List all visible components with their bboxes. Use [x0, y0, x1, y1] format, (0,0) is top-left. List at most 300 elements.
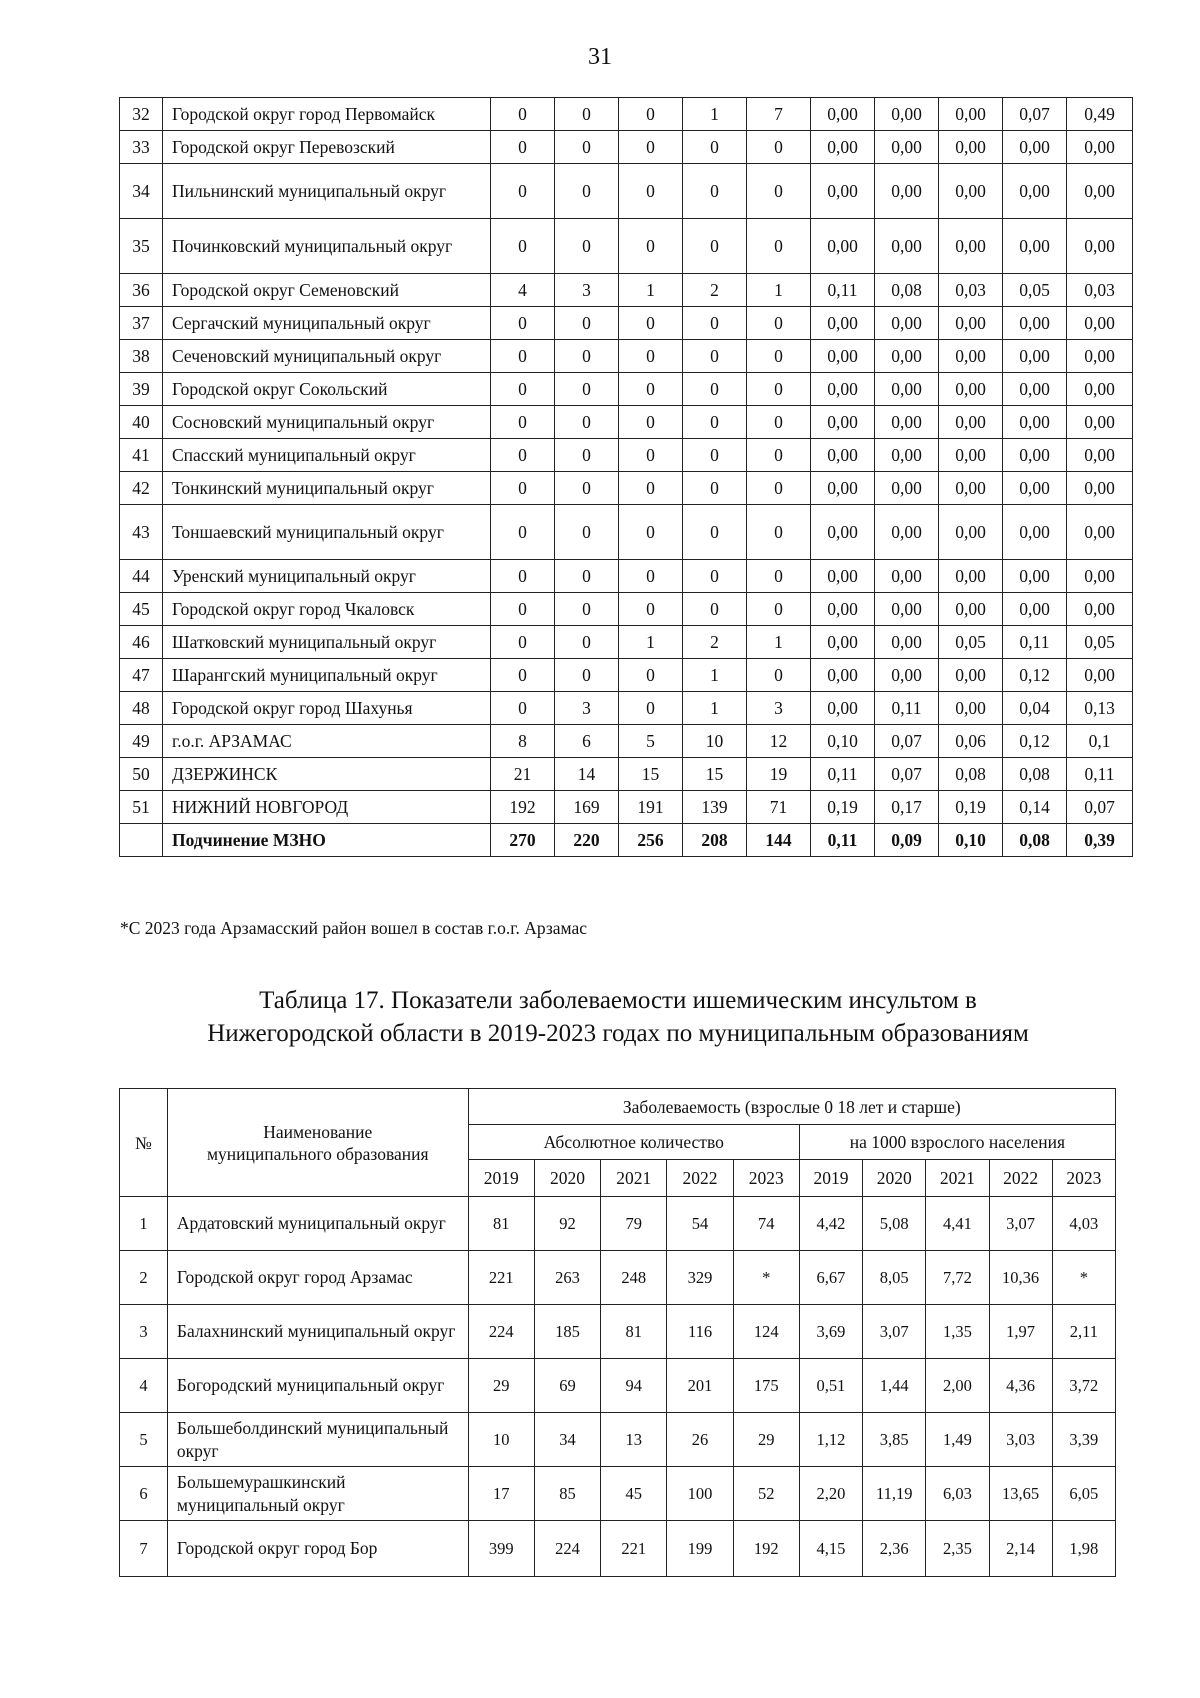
value-cell: 0,11 — [1067, 758, 1133, 791]
value-cell: 0 — [747, 505, 811, 560]
value-cell: 1 — [683, 659, 747, 692]
value-cell: 0,51 — [799, 1359, 862, 1413]
row-number: 43 — [120, 505, 163, 560]
value-cell: 0,05 — [939, 626, 1003, 659]
value-cell: 0,00 — [875, 131, 939, 164]
total-value-cell: 0,11 — [811, 824, 875, 857]
value-cell: 0 — [683, 307, 747, 340]
value-cell: 0,06 — [939, 725, 1003, 758]
value-cell: 34 — [534, 1413, 600, 1467]
value-cell: 10,36 — [989, 1251, 1052, 1305]
value-cell: 1,97 — [989, 1305, 1052, 1359]
value-cell: 81 — [601, 1305, 667, 1359]
value-cell: 116 — [667, 1305, 733, 1359]
value-cell: 0 — [683, 439, 747, 472]
table-row — [120, 1359, 1116, 1413]
value-cell: 224 — [468, 1305, 534, 1359]
value-cell: 0,00 — [811, 307, 875, 340]
value-cell: 29 — [733, 1413, 799, 1467]
value-cell: 0,11 — [875, 692, 939, 725]
value-cell: 4,15 — [799, 1521, 862, 1577]
value-cell: 0 — [619, 593, 683, 626]
value-cell: 0 — [491, 373, 555, 406]
total-value-cell: 0,10 — [939, 824, 1003, 857]
value-cell: 0,00 — [811, 560, 875, 593]
value-cell: 3 — [747, 692, 811, 725]
value-cell: 0,00 — [875, 307, 939, 340]
value-cell: 0 — [747, 406, 811, 439]
municipality-name: Шарангский муниципальный округ — [163, 659, 491, 692]
table-row — [120, 659, 1133, 692]
value-cell: 14 — [555, 758, 619, 791]
value-cell: 2,11 — [1052, 1305, 1115, 1359]
value-cell: 0 — [683, 164, 747, 219]
row-number: 49 — [120, 725, 163, 758]
value-cell: 0,08 — [939, 758, 1003, 791]
value-cell: 3 — [555, 274, 619, 307]
value-cell: 0 — [619, 373, 683, 406]
value-cell: 0,05 — [1003, 274, 1067, 307]
total-value-cell: 144 — [747, 824, 811, 857]
value-cell: 201 — [667, 1359, 733, 1413]
table-row — [120, 307, 1133, 340]
table-row — [120, 1305, 1116, 1359]
value-cell: 2 — [683, 626, 747, 659]
value-cell: 3,85 — [863, 1413, 926, 1467]
value-cell: 2,35 — [926, 1521, 989, 1577]
header-name-line: Наименование — [263, 1121, 373, 1142]
value-cell: 0 — [555, 373, 619, 406]
value-cell: 0,00 — [811, 373, 875, 406]
value-cell: 5,08 — [863, 1197, 926, 1251]
value-cell: 0 — [683, 131, 747, 164]
total-value-cell: 208 — [683, 824, 747, 857]
value-cell: 0,00 — [1067, 593, 1133, 626]
value-cell: 0 — [683, 340, 747, 373]
municipality-name: Городской округ город Арзамас — [167, 1251, 468, 1305]
value-cell: 0,00 — [939, 219, 1003, 274]
footnote: *С 2023 года Арзамасский район вошел в состав г.о.г. Арзамас — [120, 918, 588, 938]
value-cell: 2,20 — [799, 1467, 862, 1521]
value-cell: 1,35 — [926, 1305, 989, 1359]
value-cell: 0,00 — [1003, 593, 1067, 626]
col-header-rate: на 1000 взрослого населения — [799, 1125, 1115, 1160]
value-cell: 0,00 — [1003, 439, 1067, 472]
value-cell: 0,11 — [811, 758, 875, 791]
municipality-name: Городской округ Сокольский — [163, 373, 491, 406]
value-cell: 0,00 — [875, 659, 939, 692]
value-cell: 0,00 — [1067, 373, 1133, 406]
value-cell: 0 — [491, 219, 555, 274]
value-cell: 0,00 — [875, 593, 939, 626]
value-cell: 399 — [468, 1521, 534, 1577]
col-header-name — [167, 1089, 468, 1197]
value-cell: 6,03 — [926, 1467, 989, 1521]
row-number: 5 — [120, 1413, 168, 1467]
municipality-name: г.о.г. АРЗАМАС — [163, 725, 491, 758]
value-cell: 0 — [619, 472, 683, 505]
value-cell: * — [733, 1251, 799, 1305]
row-number: 2 — [120, 1251, 168, 1305]
col-header-group: Заболеваемость (взрослые 0 18 лет и старше) — [468, 1089, 1115, 1125]
value-cell: 0,12 — [1003, 725, 1067, 758]
value-cell: 0,00 — [939, 164, 1003, 219]
value-cell: 0,00 — [1003, 340, 1067, 373]
value-cell: 0 — [619, 560, 683, 593]
municipality-name: Спасский муниципальный округ — [163, 439, 491, 472]
municipality-name: Городской округ город Чкаловск — [163, 593, 491, 626]
total-label: Подчинение МЗНО — [163, 824, 491, 857]
value-cell: 0,07 — [1003, 98, 1067, 131]
table-row — [120, 593, 1133, 626]
value-cell: 0 — [555, 659, 619, 692]
value-cell: 13,65 — [989, 1467, 1052, 1521]
table-row — [120, 505, 1133, 560]
value-cell: 0,08 — [875, 274, 939, 307]
title-line: Нижегородской области в 2019-2023 годах по муниципальным образованиям — [207, 1020, 1029, 1047]
value-cell: 0,00 — [939, 373, 1003, 406]
row-number: 46 — [120, 626, 163, 659]
year-header: 2022 — [989, 1160, 1052, 1197]
value-cell: 0,11 — [811, 274, 875, 307]
table-row — [120, 692, 1133, 725]
value-cell: 0 — [491, 340, 555, 373]
col-header-absolute: Абсолютное количество — [468, 1125, 799, 1160]
value-cell: 5 — [619, 725, 683, 758]
municipality-name: Городской округ Семеновский — [163, 274, 491, 307]
value-cell: 15 — [683, 758, 747, 791]
value-cell: 0,00 — [811, 340, 875, 373]
value-cell: 191 — [619, 791, 683, 824]
value-cell: 0 — [683, 505, 747, 560]
value-cell: 0,00 — [811, 164, 875, 219]
table-row — [120, 373, 1133, 406]
value-cell: 6 — [555, 725, 619, 758]
value-cell: 0,00 — [875, 560, 939, 593]
value-cell: 0,00 — [875, 626, 939, 659]
value-cell: 0,00 — [939, 505, 1003, 560]
value-cell: 0,00 — [811, 505, 875, 560]
municipality-name: Тоншаевский муниципальный округ — [163, 505, 491, 560]
value-cell: 0,00 — [939, 560, 1003, 593]
value-cell: 1 — [683, 692, 747, 725]
value-cell: 3,07 — [989, 1197, 1052, 1251]
value-cell: 0,00 — [875, 219, 939, 274]
municipality-name: Большемурашкинский муниципальный округ — [167, 1467, 468, 1521]
municipality-name: Балахнинский муниципальный округ — [167, 1305, 468, 1359]
value-cell: 0,00 — [939, 340, 1003, 373]
value-cell: 0 — [747, 340, 811, 373]
value-cell: 0,00 — [1067, 131, 1133, 164]
table-row — [120, 1467, 1116, 1521]
value-cell: 0,00 — [1003, 131, 1067, 164]
value-cell: 1 — [747, 274, 811, 307]
value-cell: 1,49 — [926, 1413, 989, 1467]
value-cell: 0 — [747, 307, 811, 340]
value-cell: 0 — [619, 659, 683, 692]
value-cell: 0 — [619, 406, 683, 439]
value-cell: 3,72 — [1052, 1359, 1115, 1413]
municipality-name: Городской округ город Шахунья — [163, 692, 491, 725]
value-cell: 3,39 — [1052, 1413, 1115, 1467]
value-cell: 2,00 — [926, 1359, 989, 1413]
value-cell: 0 — [555, 593, 619, 626]
year-header: 2023 — [1052, 1160, 1115, 1197]
municipality-name: Починковский муниципальный округ — [163, 219, 491, 274]
year-header: 2020 — [534, 1160, 600, 1197]
municipality-name: Городской округ город Первомайск — [163, 98, 491, 131]
value-cell: 0,00 — [875, 505, 939, 560]
value-cell: 0,00 — [811, 692, 875, 725]
value-cell: 1 — [619, 274, 683, 307]
value-cell: 0,00 — [811, 472, 875, 505]
value-cell: 0,03 — [1067, 274, 1133, 307]
value-cell: 0,00 — [1067, 164, 1133, 219]
value-cell: 0,00 — [1003, 164, 1067, 219]
row-number: 47 — [120, 659, 163, 692]
value-cell: 0,19 — [939, 791, 1003, 824]
value-cell: 192 — [491, 791, 555, 824]
year-header: 2019 — [468, 1160, 534, 1197]
year-header: 2019 — [799, 1160, 862, 1197]
value-cell: 21 — [491, 758, 555, 791]
value-cell: 0,00 — [1003, 472, 1067, 505]
value-cell: 0 — [747, 439, 811, 472]
value-cell: 139 — [683, 791, 747, 824]
value-cell: 0 — [491, 593, 555, 626]
year-header: 2021 — [926, 1160, 989, 1197]
value-cell: 2,14 — [989, 1521, 1052, 1577]
value-cell: 1,98 — [1052, 1521, 1115, 1577]
row-number: 40 — [120, 406, 163, 439]
value-cell: 52 — [733, 1467, 799, 1521]
value-cell: 0,1 — [1067, 725, 1133, 758]
value-cell: 0 — [747, 659, 811, 692]
title-line: Таблица 17. Показатели заболеваемости ишемическим инсультом в — [259, 987, 977, 1014]
value-cell: 17 — [468, 1467, 534, 1521]
value-cell: 0,00 — [811, 219, 875, 274]
table-row — [120, 1197, 1116, 1251]
value-cell: 0 — [555, 307, 619, 340]
value-cell: 263 — [534, 1251, 600, 1305]
table-row — [120, 274, 1133, 307]
table-row — [120, 406, 1133, 439]
row-number: 33 — [120, 131, 163, 164]
value-cell: 0 — [747, 164, 811, 219]
municipality-name: Сеченовский муниципальный округ — [163, 340, 491, 373]
value-cell: 0 — [747, 373, 811, 406]
value-cell: 69 — [534, 1359, 600, 1413]
value-cell: 0 — [747, 472, 811, 505]
value-cell: 0,13 — [1067, 692, 1133, 725]
value-cell: 100 — [667, 1467, 733, 1521]
continued-data-table — [119, 97, 1133, 857]
value-cell: 0,14 — [1003, 791, 1067, 824]
value-cell: 0 — [747, 593, 811, 626]
value-cell: 0,00 — [1067, 219, 1133, 274]
value-cell: 0 — [491, 131, 555, 164]
year-header: 2022 — [667, 1160, 733, 1197]
value-cell: 0 — [555, 131, 619, 164]
value-cell: 0,00 — [1067, 472, 1133, 505]
value-cell: 0,00 — [811, 406, 875, 439]
value-cell: 12 — [747, 725, 811, 758]
municipality-name: Городской округ город Бор — [167, 1521, 468, 1577]
table-row — [120, 472, 1133, 505]
value-cell: 0,00 — [1003, 505, 1067, 560]
value-cell: 0,11 — [1003, 626, 1067, 659]
value-cell: 0,00 — [939, 659, 1003, 692]
value-cell: 3 — [555, 692, 619, 725]
value-cell: 94 — [601, 1359, 667, 1413]
value-cell: 0,17 — [875, 791, 939, 824]
value-cell: 11,19 — [863, 1467, 926, 1521]
value-cell: 169 — [555, 791, 619, 824]
value-cell: 0 — [491, 98, 555, 131]
value-cell: 0,00 — [1067, 340, 1133, 373]
value-cell: 0,08 — [1003, 758, 1067, 791]
value-cell: 0 — [555, 472, 619, 505]
municipality-name: Уренский муниципальный округ — [163, 560, 491, 593]
value-cell: 0,00 — [875, 406, 939, 439]
value-cell: 74 — [733, 1197, 799, 1251]
value-cell: 7 — [747, 98, 811, 131]
row-number: 34 — [120, 164, 163, 219]
table-17 — [119, 1088, 1116, 1577]
row-number: 42 — [120, 472, 163, 505]
value-cell: 0 — [683, 406, 747, 439]
value-cell: 0 — [619, 692, 683, 725]
value-cell: 0,07 — [1067, 791, 1133, 824]
value-cell: 0,00 — [875, 164, 939, 219]
value-cell: 0,00 — [811, 593, 875, 626]
row-number: 6 — [120, 1467, 168, 1521]
value-cell: 2 — [683, 274, 747, 307]
value-cell: 7,72 — [926, 1251, 989, 1305]
row-number: 32 — [120, 98, 163, 131]
value-cell: 124 — [733, 1305, 799, 1359]
value-cell: 0,03 — [939, 274, 1003, 307]
value-cell: 0 — [555, 406, 619, 439]
value-cell: 0 — [683, 373, 747, 406]
value-cell: 0,00 — [939, 593, 1003, 626]
value-cell: 175 — [733, 1359, 799, 1413]
year-header: 2023 — [733, 1160, 799, 1197]
value-cell: 8 — [491, 725, 555, 758]
value-cell: 0 — [619, 439, 683, 472]
row-number: 7 — [120, 1521, 168, 1577]
row-number: 51 — [120, 791, 163, 824]
value-cell: 8,05 — [863, 1251, 926, 1305]
row-number: 36 — [120, 274, 163, 307]
value-cell: 10 — [683, 725, 747, 758]
value-cell: 4,36 — [989, 1359, 1052, 1413]
value-cell: 0,10 — [811, 725, 875, 758]
header-name-line: муниципального образования — [206, 1143, 429, 1164]
value-cell: 0,00 — [1067, 659, 1133, 692]
value-cell: 0 — [491, 560, 555, 593]
value-cell: 71 — [747, 791, 811, 824]
value-cell: 0 — [619, 505, 683, 560]
row-number: 48 — [120, 692, 163, 725]
total-value-cell: 256 — [619, 824, 683, 857]
value-cell: 0,00 — [875, 373, 939, 406]
value-cell: 0,00 — [939, 98, 1003, 131]
table-row — [120, 1251, 1116, 1305]
value-cell: 4,42 — [799, 1197, 862, 1251]
value-cell: 0 — [491, 406, 555, 439]
value-cell: 0 — [747, 131, 811, 164]
value-cell: 0 — [619, 219, 683, 274]
value-cell: 45 — [601, 1467, 667, 1521]
value-cell: 0,00 — [939, 131, 1003, 164]
value-cell: 0 — [555, 340, 619, 373]
value-cell: 221 — [468, 1251, 534, 1305]
total-value-cell: 220 — [555, 824, 619, 857]
row-number: 35 — [120, 219, 163, 274]
value-cell: 0 — [555, 98, 619, 131]
value-cell: 2,36 — [863, 1521, 926, 1577]
value-cell: 0,07 — [875, 725, 939, 758]
value-cell: 26 — [667, 1413, 733, 1467]
table-row — [120, 164, 1133, 219]
municipality-name: Богородский муниципальный округ — [167, 1359, 468, 1413]
value-cell: 79 — [601, 1197, 667, 1251]
row-number: 41 — [120, 439, 163, 472]
municipality-name: ДЗЕРЖИНСК — [163, 758, 491, 791]
value-cell: 0,00 — [1003, 307, 1067, 340]
value-cell: 0 — [491, 164, 555, 219]
total-row — [120, 824, 1133, 857]
value-cell: 0,00 — [875, 98, 939, 131]
value-cell: 0,00 — [939, 307, 1003, 340]
table-row — [120, 725, 1133, 758]
total-value-cell: 270 — [491, 824, 555, 857]
value-cell: 0,00 — [811, 439, 875, 472]
value-cell: 221 — [601, 1521, 667, 1577]
value-cell: 1 — [683, 98, 747, 131]
municipality-name: Тонкинский муниципальный округ — [163, 472, 491, 505]
value-cell: 0,00 — [875, 439, 939, 472]
value-cell: 10 — [468, 1413, 534, 1467]
value-cell: 4,03 — [1052, 1197, 1115, 1251]
value-cell: 6,67 — [799, 1251, 862, 1305]
value-cell: 185 — [534, 1305, 600, 1359]
value-cell: 0 — [491, 505, 555, 560]
value-cell: 0 — [491, 439, 555, 472]
value-cell: 0 — [491, 472, 555, 505]
value-cell: 0,04 — [1003, 692, 1067, 725]
table-row — [120, 131, 1133, 164]
value-cell: 13 — [601, 1413, 667, 1467]
value-cell: 0,00 — [875, 472, 939, 505]
value-cell: 224 — [534, 1521, 600, 1577]
table-row — [120, 791, 1133, 824]
municipality-name: Сергачский муниципальный округ — [163, 307, 491, 340]
value-cell: 0,05 — [1067, 626, 1133, 659]
total-value-cell: 0,09 — [875, 824, 939, 857]
value-cell: 0 — [491, 307, 555, 340]
value-cell: 0,19 — [811, 791, 875, 824]
value-cell: 0 — [555, 164, 619, 219]
value-cell: 4,41 — [926, 1197, 989, 1251]
value-cell: 0 — [747, 560, 811, 593]
table-row — [120, 98, 1133, 131]
value-cell: 0,00 — [875, 340, 939, 373]
value-cell: 0,49 — [1067, 98, 1133, 131]
value-cell: 329 — [667, 1251, 733, 1305]
value-cell: 0,07 — [875, 758, 939, 791]
